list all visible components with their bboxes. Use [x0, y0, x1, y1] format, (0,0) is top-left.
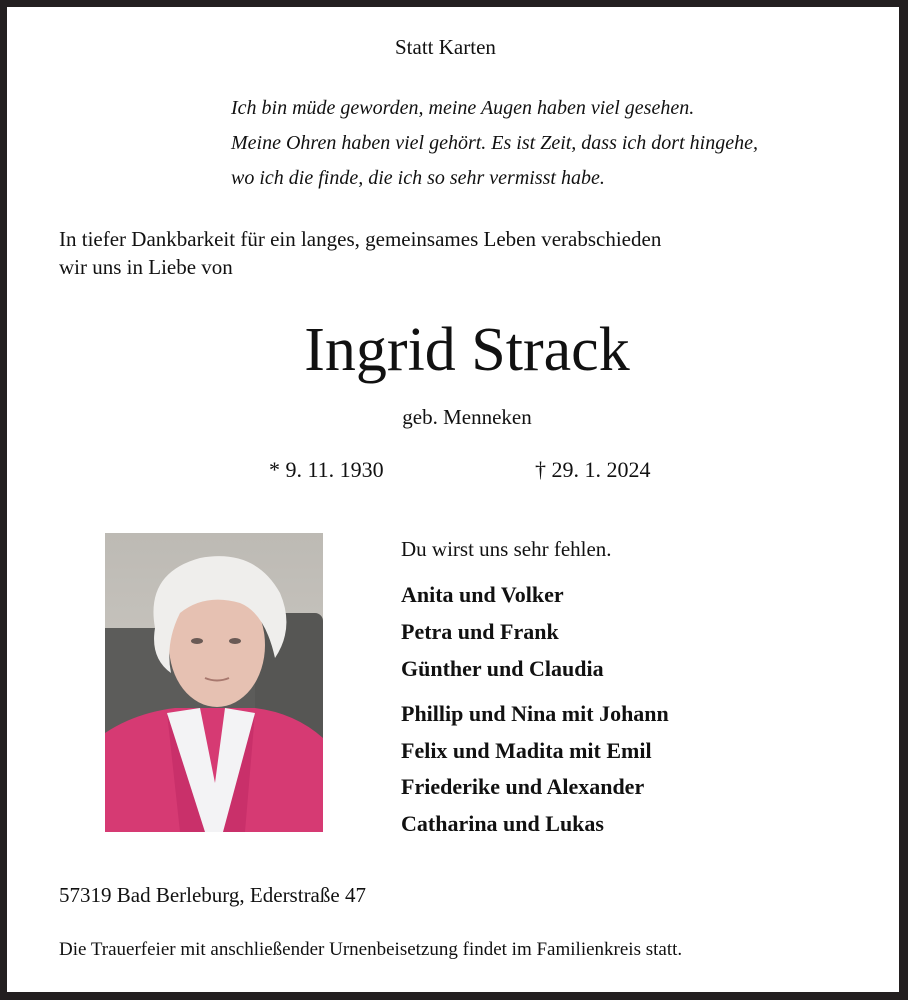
maiden-name: geb. Menneken [402, 405, 532, 429]
family-member: Felix und Madita mit Emil [401, 738, 652, 763]
intro-line: wir uns in Liebe von [59, 255, 233, 279]
intro-line: In tiefer Dankbarkeit für ein langes, gemeinsames Leben verabschieden [59, 227, 662, 251]
family-member: Friederike und Alexander [401, 774, 645, 799]
header-statt-karten: Statt Karten [395, 35, 496, 59]
poem [231, 91, 758, 196]
address: 57319 Bad Berleburg, Ederstraße 47 [59, 883, 366, 907]
death-date: † 29. 1. 2024 [535, 457, 651, 482]
farewell-text: Du wirst uns sehr fehlen. [401, 537, 612, 561]
poem-line: wo ich die finde, die ich so sehr vermisst habe. [231, 167, 605, 189]
poem-line: Meine Ohren haben viel gehört. Es ist Zeit, dass ich dort hingehe, [231, 132, 758, 154]
obituary-notice [7, 7, 899, 992]
family-member: Petra und Frank [401, 619, 559, 644]
funeral-note: Die Trauerfeier mit anschließender Urnenbeisetzung findet im Familienkreis statt. [59, 939, 683, 960]
birth-date: * 9. 11. 1930 [269, 457, 384, 482]
poem-line: Ich bin müde geworden, meine Augen haben viel gesehen. [231, 97, 695, 119]
family-member: Phillip und Nina mit Johann [401, 701, 669, 726]
family-member: Catharina und Lukas [401, 811, 604, 836]
family-member: Günther und Claudia [401, 656, 604, 681]
intro-text [59, 225, 661, 281]
family-member: Anita und Volker [401, 582, 564, 607]
deceased-name: Ingrid Strack [304, 316, 630, 384]
portrait-photo [105, 533, 323, 832]
